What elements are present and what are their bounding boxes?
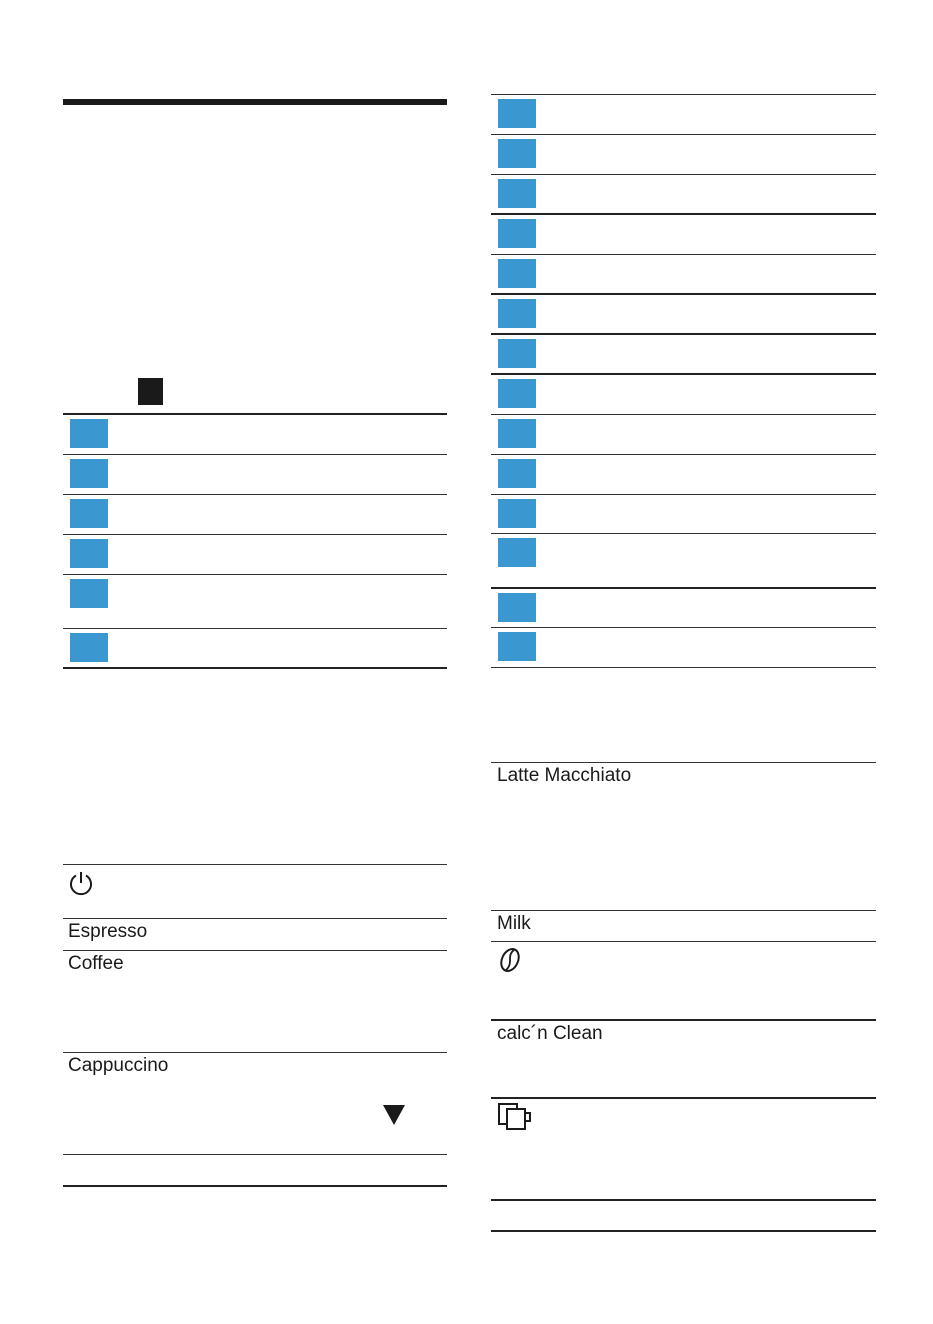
table-rule (63, 534, 447, 535)
table-rule (491, 254, 876, 255)
table-rule (491, 533, 876, 534)
function-table-rule (491, 910, 876, 911)
table-rule (491, 454, 876, 455)
callout-badge (498, 339, 536, 368)
table-rule (63, 574, 447, 575)
table-rule (491, 667, 876, 668)
table-rule (63, 454, 447, 455)
callout-badge (70, 633, 108, 662)
latte-macchiato-label: Latte Macchiato (497, 765, 632, 786)
triangle-down-icon (382, 1104, 406, 1126)
callout-badge (70, 419, 108, 448)
calc-n-clean-label: calc´n Clean (497, 1023, 603, 1044)
coffee-bean-icon (497, 946, 523, 974)
callout-badge (70, 579, 108, 608)
function-table-rule (63, 864, 447, 865)
table-rule (491, 587, 876, 589)
function-table-rule (63, 1185, 447, 1187)
table-rule (491, 213, 876, 215)
callout-badge (498, 593, 536, 622)
table-rule (63, 628, 447, 629)
table-rule (491, 494, 876, 495)
table-rule (491, 627, 876, 628)
table-rule (491, 174, 876, 175)
callout-badge (498, 538, 536, 567)
table-rule (491, 134, 876, 135)
callout-badge (498, 259, 536, 288)
espresso-label: Espresso (68, 921, 148, 942)
function-table-rule (491, 1019, 876, 1021)
callout-badge (498, 379, 536, 408)
table-rule (491, 373, 876, 375)
callout-badge (498, 139, 536, 168)
callout-badge (498, 419, 536, 448)
function-table-rule (491, 941, 876, 942)
power-icon (67, 869, 95, 897)
table-rule (491, 293, 876, 295)
cappuccino-label: Cappuccino (68, 1055, 169, 1076)
table-rule (63, 667, 447, 669)
function-table-rule (63, 1154, 447, 1155)
table-rule (491, 94, 876, 95)
function-table-rule (63, 1052, 447, 1053)
table-rule (63, 413, 447, 415)
table-rule (63, 494, 447, 495)
callout-badge (498, 632, 536, 661)
function-table-rule (491, 1199, 876, 1201)
section-rule (63, 99, 447, 105)
function-table-rule (63, 950, 447, 951)
callout-badge (498, 299, 536, 328)
two-cups-icon (497, 1102, 539, 1132)
callout-badge (498, 99, 536, 128)
callout-badge (498, 459, 536, 488)
stop-square-icon (138, 378, 163, 405)
table-rule (491, 414, 876, 415)
function-table-rule (491, 1230, 876, 1232)
milk-label: Milk (497, 913, 531, 934)
callout-badge (498, 179, 536, 208)
callout-badge (70, 539, 108, 568)
function-table-rule (491, 762, 876, 763)
callout-badge (498, 499, 536, 528)
table-rule (491, 333, 876, 335)
coffee-label: Coffee (68, 953, 124, 974)
callout-badge (498, 219, 536, 248)
callout-badge (70, 459, 108, 488)
callout-badge (70, 499, 108, 528)
function-table-rule (63, 918, 447, 919)
function-table-rule (491, 1097, 876, 1099)
